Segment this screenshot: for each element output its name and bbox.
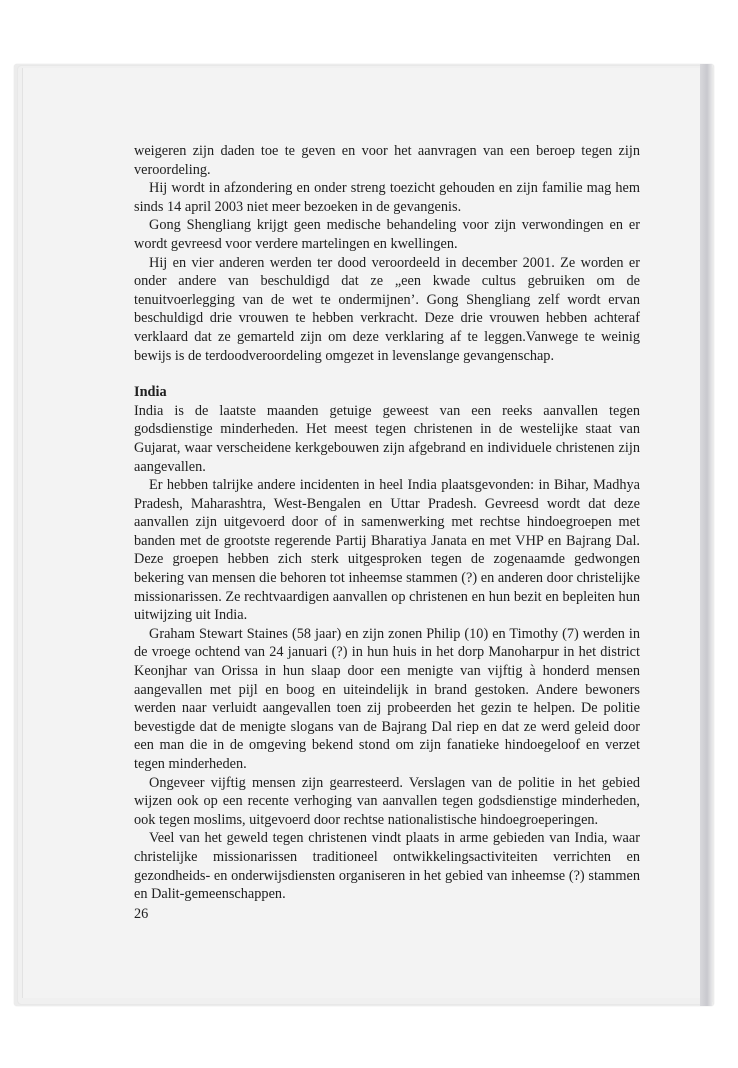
paragraph: Ongeveer vijftig mensen zijn gearresteerd. Verslagen van de politie in het gebied wijzen ook op een recente verhoging van aanvallen tegen godsdienstige minderheden, ook tegen moslims, uitgevoerd door rechtse nationalistische hindoegroeperingen. — [134, 774, 640, 828]
paragraph: Hij wordt in afzondering en onder streng toezicht gehouden en zijn familie mag hem sinds 14 april 2003 niet meer bezoeken in de gevangenis. — [134, 180, 640, 215]
page-number: 26 — [134, 906, 149, 922]
paragraph: weigeren zijn daden toe te geven en voor het aanvragen van een beroep tegen zijn veroordeling. — [134, 143, 640, 178]
page-text — [134, 142, 640, 904]
paragraph: India is de laatste maanden getuige geweest van een reeks aanvallen tegen godsdienstige minderheden. Het meest tegen christenen in de westelijke staat van Gujarat, waar verscheidene kerkgebouwen zijn afgebrand en individuele christenen zijn aangevallen. — [134, 402, 640, 475]
paragraph: Hij en vier anderen werden ter dood veroordeeld in december 2001. Ze worden er onder andere van beschuldigd dat ze „een kwade cultus gebruiken om de tenuitvoerlegging van de wet te ondermijnen’. Gong Shengliang zelf wordt ervan beschuldigd drie vrouwen te hebben verkracht. Deze drie vrouwen hebben achteraf verklaard dat ze gemarteld zijn om deze verklaring af te leggen.Vanwege te weinig bewijs is de terdoodveroordeling omgezet in levenslange gevangenschap. — [134, 254, 640, 364]
paragraph: Er hebben talrijke andere incidenten in heel India plaatsgevonden: in Bihar, Madhya Pradesh, Maharashtra, West-Bengalen en Uttar Pradesh. Gevreesd wordt dat deze aanvallen zijn uitgevoerd door of in samenwerking met rechtse hindoegroepen met banden met de grootste regerende Partij Bharatiya Janata en met VHP en Bajrang Dal. Deze groepen hebben zich sterk uitgesproken tegen de zogenaamde gedwongen bekering van mensen die behoren tot inheemse stammen (?) en anderen door christelijke missionarissen. Ze rechtvaardigen aanvallen op christenen en hun bezit en bepleiten hun uitwijzing uit India. — [134, 477, 640, 624]
paragraph: Veel van het geweld tegen christenen vindt plaats in arme gebieden van India, waar christelijke missionarissen traditioneel ontwikkelingsactiviteiten verrichten en gezondheids- en onderwijsdiensten organiseren in het gebied van inheemse (?) stammen en Dalit-gemeenschappen. — [134, 830, 640, 903]
paragraph: Gong Shengliang krijgt geen medische behandeling voor zijn verwondingen en er wordt gevreesd voor verdere martelingen en kwellingen. — [134, 217, 640, 252]
book-spine — [700, 64, 712, 1006]
paragraph: Graham Stewart Staines (58 jaar) en zijn zonen Philip (10) en Timothy (7) werden in de vroege ochtend van 24 januari (?) in hun huis in het dorp Manoharpur in het district Keonjhar van Orissa in hun slaap door een menigte van vijftig à honderd mensen aangevallen met pijl en boog en uiteindelijk in brand gestoken. Andere bewoners werden naar verluidt aangevallen toen zij probeerden het gezin te helpen. De politie bevestigde dat de menigte slogans van de Bajrang Dal riep en dat ze werd geleid door een man die in de omgeving bekend stond om zijn fanatieke hindoegeloof en verzet tegen minderheden. — [134, 625, 640, 772]
section-heading: India — [134, 384, 167, 401]
